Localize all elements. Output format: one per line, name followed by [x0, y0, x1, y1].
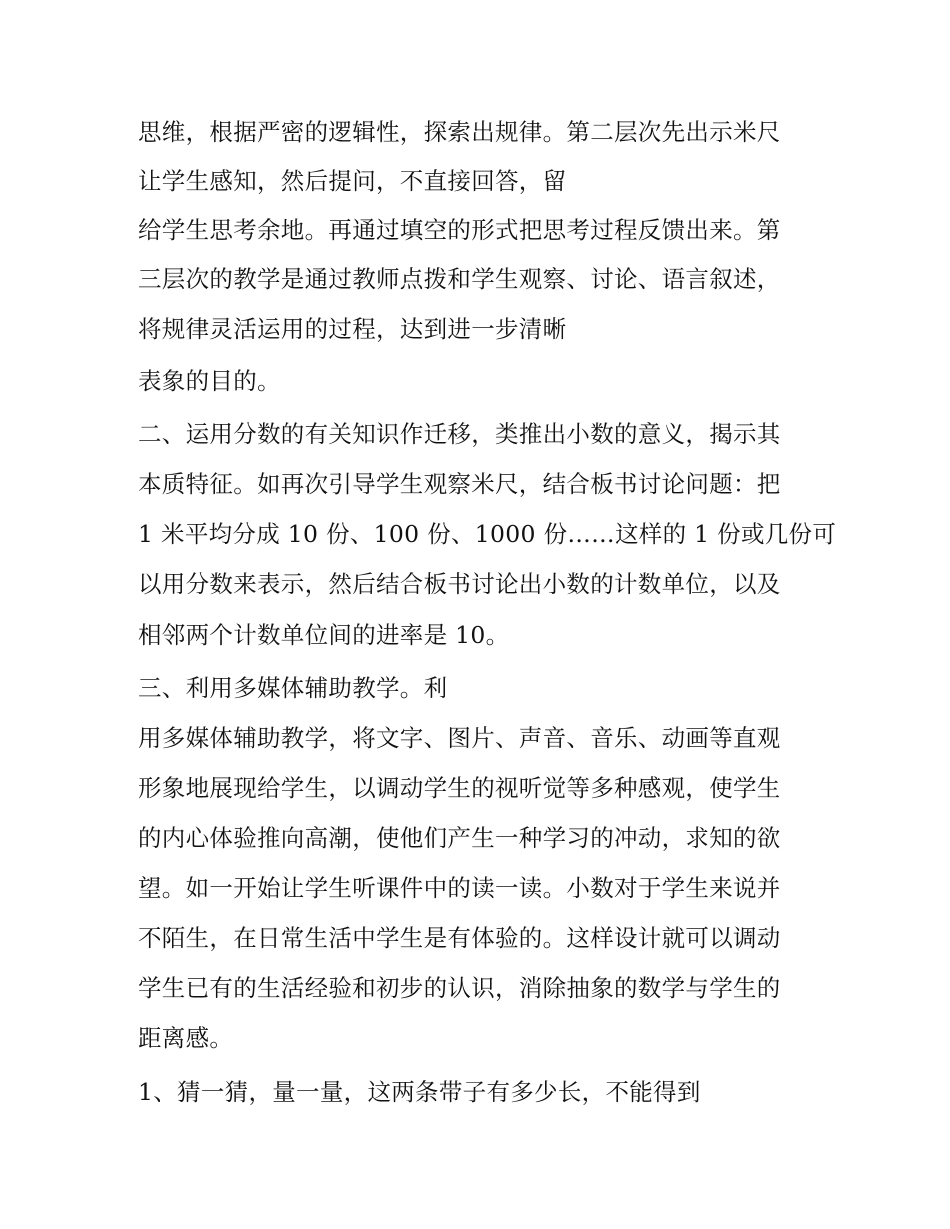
text-line: 距离感。: [138, 1024, 234, 1052]
text-line: 形象地展现给学生，以调动学生的视听觉等多种感观，使学生: [138, 774, 781, 802]
text-line: 1 米平均分成 10 份、100 份、1000 份……这样的 1 份或几份可: [138, 520, 837, 548]
text-line: 相邻两个计数单位间的进率是 10。: [138, 621, 510, 649]
text-line: 表象的目的。: [138, 367, 281, 395]
text-line: 三层次的教学是通过教师点拨和学生观察、讨论、语言叙述，: [138, 265, 781, 293]
text-line: 给学生思考余地。再通过填空的形式把思考过程反馈出来。第: [138, 216, 781, 244]
text-line: 本质特征。如再次引导学生观察米尺，结合板书讨论问题：把: [138, 470, 781, 498]
text-line: 不陌生，在日常生活中学生是有体验的。这样设计就可以调动: [138, 924, 781, 952]
text-line: 以用分数来表示，然后结合板书讨论出小数的计数单位，以及: [138, 570, 781, 598]
text-line: 二、运用分数的有关知识作迁移，类推出小数的意义，揭示其: [138, 420, 781, 448]
text-line: 1、猜一猜，量一量，这两条带子有多少长，不能得到: [138, 1078, 701, 1106]
text-line: 的内心体验推向高潮，使他们产生一种学习的冲动，求知的欲: [138, 824, 781, 852]
text-line: 望。如一开始让学生听课件中的读一读。小数对于学生来说并: [138, 874, 781, 902]
text-line: 思维，根据严密的逻辑性，探索出规律。第二层次先出示米尺: [138, 118, 781, 146]
text-line: 让学生感知，然后提问，不直接回答，留: [138, 167, 567, 195]
text-line: 将规律灵活运用的过程，达到进一步清晰: [138, 315, 567, 343]
text-line: 学生已有的生活经验和初步的认识，消除抽象的数学与学生的: [138, 974, 781, 1002]
text-line: 用多媒体辅助教学，将文字、图片、声音、音乐、动画等直观: [138, 724, 781, 752]
text-line: 三、利用多媒体辅助教学。利: [138, 674, 448, 702]
